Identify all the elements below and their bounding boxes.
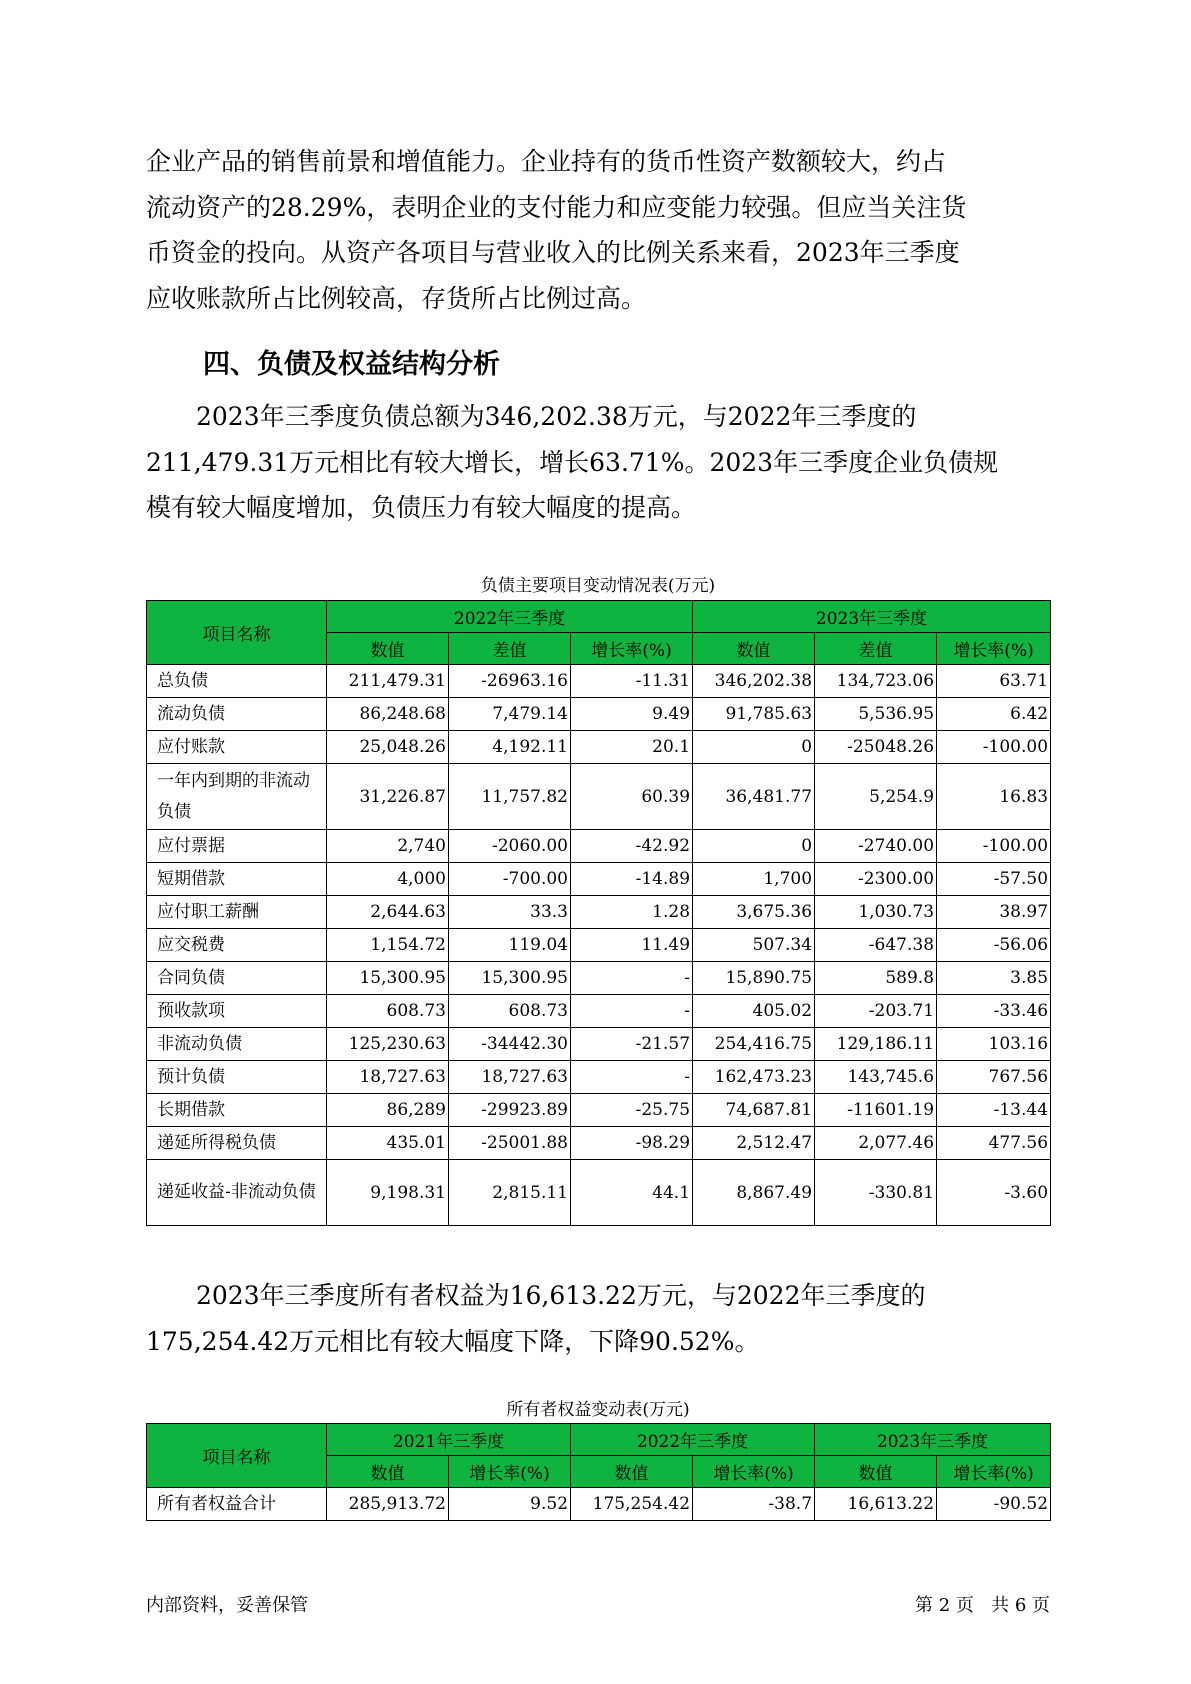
liability-paragraph — [146, 394, 1046, 531]
table-cell: 91,785.63 — [693, 698, 815, 731]
liability-line: 2023年三季度负债总额为346,202.38万元，与2022年三季度的 — [196, 402, 917, 431]
intro-line: 应收账款所占比例较高，存货所占比例过高。 — [146, 283, 647, 313]
table-cell: -100.00 — [937, 731, 1051, 764]
equity-line: 175,254.42万元相比有较大幅度下降，下降90.52%。 — [146, 1326, 760, 1356]
row-label: 所有者权益合计 — [147, 1488, 327, 1521]
row-label: 递延所得税负债 — [147, 1127, 327, 1160]
sub-header-value: 数值 — [571, 1456, 693, 1488]
table-cell: - — [571, 962, 693, 995]
table-cell: 125,230.63 — [327, 1028, 449, 1061]
column-header-item: 项目名称 — [147, 601, 327, 665]
table-cell: 211,479.31 — [327, 665, 449, 698]
table-row — [147, 1028, 1051, 1061]
sub-header-growth: 增长率(%) — [571, 633, 693, 665]
table-cell: 143,745.6 — [815, 1061, 937, 1094]
table-cell: 129,186.11 — [815, 1028, 937, 1061]
table-cell: 11.49 — [571, 929, 693, 962]
intro-paragraph — [146, 139, 1046, 321]
table-cell: -29923.89 — [449, 1094, 571, 1127]
table-cell: 0 — [693, 731, 815, 764]
equity-paragraph — [146, 1273, 1046, 1364]
row-label: 应付账款 — [147, 731, 327, 764]
intro-line: 流动资产的28.29%，表明企业的支付能力和应变能力较强。但应当关注货 — [146, 192, 967, 222]
table-cell: 507.34 — [693, 929, 815, 962]
table-cell: 3.85 — [937, 962, 1051, 995]
liability-line: 211,479.31万元相比有较大增长，增长63.71%。2023年三季度企业负债规 — [146, 447, 999, 477]
table-cell: 103.16 — [937, 1028, 1051, 1061]
table-cell: 5,254.9 — [815, 764, 937, 830]
sub-header-value: 数值 — [815, 1456, 937, 1488]
table-cell: 3,675.36 — [693, 896, 815, 929]
table-row — [147, 1127, 1051, 1160]
period-header: 2022年三季度 — [571, 1424, 815, 1456]
table-cell: 285,913.72 — [327, 1488, 449, 1521]
table-cell: 16,613.22 — [815, 1488, 937, 1521]
table-cell: - — [571, 995, 693, 1028]
row-label: 总负债 — [147, 665, 327, 698]
table-cell: 608.73 — [327, 995, 449, 1028]
table-cell: 44.1 — [571, 1160, 693, 1226]
table-cell: -26963.16 — [449, 665, 571, 698]
table-row — [147, 764, 1051, 830]
table-cell: 20.1 — [571, 731, 693, 764]
intro-line: 币资金的投向。从资产各项目与营业收入的比例关系来看，2023年三季度 — [146, 238, 960, 267]
equity-table-caption: 所有者权益变动表(万元) — [506, 1400, 690, 1420]
table-row — [147, 1488, 1051, 1521]
sub-header-growth: 增长率(%) — [449, 1456, 571, 1488]
sub-header-value: 数值 — [327, 1456, 449, 1488]
table-cell: 15,890.75 — [693, 962, 815, 995]
row-label: 流动负债 — [147, 698, 327, 731]
table-cell: 119.04 — [449, 929, 571, 962]
table-cell: -25001.88 — [449, 1127, 571, 1160]
table-cell: 38.97 — [937, 896, 1051, 929]
table-cell: 18,727.63 — [327, 1061, 449, 1094]
table-cell: 15,300.95 — [327, 962, 449, 995]
table-cell: 86,248.68 — [327, 698, 449, 731]
table-cell: -38.7 — [693, 1488, 815, 1521]
row-label: 预计负债 — [147, 1061, 327, 1094]
equity-table-body — [147, 1488, 1051, 1521]
sub-header-value: 数值 — [327, 633, 449, 665]
table-cell: -3.60 — [937, 1160, 1051, 1226]
table-cell: 1,700 — [693, 863, 815, 896]
sub-header-diff: 差值 — [815, 633, 937, 665]
sub-header-diff: 差值 — [449, 633, 571, 665]
row-label: 一年内到期的非流动负债 — [147, 764, 327, 830]
table-cell: -2740.00 — [815, 830, 937, 863]
table-cell: 63.71 — [937, 665, 1051, 698]
table-cell: 25,048.26 — [327, 731, 449, 764]
table-cell: -25048.26 — [815, 731, 937, 764]
row-label: 合同负债 — [147, 962, 327, 995]
table-cell: 1,030.73 — [815, 896, 937, 929]
table-row — [147, 896, 1051, 929]
table-cell: -203.71 — [815, 995, 937, 1028]
table-cell: 4,192.11 — [449, 731, 571, 764]
liability-table-caption: 负债主要项目变动情况表(万元) — [480, 576, 716, 596]
table-cell: 7,479.14 — [449, 698, 571, 731]
table-cell: 2,815.11 — [449, 1160, 571, 1226]
period-header: 2023年三季度 — [693, 601, 1051, 633]
table-cell: -98.29 — [571, 1127, 693, 1160]
table-cell: -34442.30 — [449, 1028, 571, 1061]
period-header: 2022年三季度 — [327, 601, 693, 633]
table-cell: 6.42 — [937, 698, 1051, 731]
table-cell: 74,687.81 — [693, 1094, 815, 1127]
table-cell: -11601.19 — [815, 1094, 937, 1127]
table-row — [147, 929, 1051, 962]
liability-line: 模有较大幅度增加，负债压力有较大幅度的提高。 — [146, 493, 697, 522]
footer-page-number: 第 2 页 共 6 页 — [915, 1595, 1050, 1616]
table-cell: 435.01 — [327, 1127, 449, 1160]
table-cell: -2060.00 — [449, 830, 571, 863]
row-label: 非流动负债 — [147, 1028, 327, 1061]
row-label: 递延收益-非流动负债 — [147, 1160, 327, 1226]
table-row — [147, 1160, 1051, 1226]
sub-header-growth: 增长率(%) — [693, 1456, 815, 1488]
table-cell: 86,289 — [327, 1094, 449, 1127]
table-cell: -56.06 — [937, 929, 1051, 962]
sub-header-value: 数值 — [693, 633, 815, 665]
table-cell: -2300.00 — [815, 863, 937, 896]
table-cell: -57.50 — [937, 863, 1051, 896]
sub-header-growth: 增长率(%) — [937, 633, 1051, 665]
table-cell: 405.02 — [693, 995, 815, 1028]
table-cell: 4,000 — [327, 863, 449, 896]
row-label: 应付职工薪酬 — [147, 896, 327, 929]
table-cell: 9,198.31 — [327, 1160, 449, 1226]
table-cell: -33.46 — [937, 995, 1051, 1028]
table-row — [147, 962, 1051, 995]
column-header-item: 项目名称 — [147, 1424, 327, 1488]
row-label: 应付票据 — [147, 830, 327, 863]
period-header: 2023年三季度 — [815, 1424, 1051, 1456]
table-cell: -11.31 — [571, 665, 693, 698]
table-cell: -700.00 — [449, 863, 571, 896]
table-cell: 36,481.77 — [693, 764, 815, 830]
table-row — [147, 863, 1051, 896]
table-row — [147, 1061, 1051, 1094]
table-cell: -13.44 — [937, 1094, 1051, 1127]
table-cell: 608.73 — [449, 995, 571, 1028]
table-cell: -21.57 — [571, 1028, 693, 1061]
table-cell: -14.89 — [571, 863, 693, 896]
table-cell: 2,077.46 — [815, 1127, 937, 1160]
liability-table — [146, 600, 1051, 1226]
table-row — [147, 1094, 1051, 1127]
table-cell: 2,740 — [327, 830, 449, 863]
footer-left: 内部资料，妥善保管 — [146, 1595, 308, 1616]
table-cell: 18,727.63 — [449, 1061, 571, 1094]
table-cell: 31,226.87 — [327, 764, 449, 830]
intro-line: 企业产品的销售前景和增值能力。企业持有的货币性资产数额较大，约占 — [146, 147, 947, 176]
table-cell: 162,473.23 — [693, 1061, 815, 1094]
table-row — [147, 731, 1051, 764]
table-cell: 11,757.82 — [449, 764, 571, 830]
table-cell: 16.83 — [937, 764, 1051, 830]
table-cell: -90.52 — [937, 1488, 1051, 1521]
table-cell: 1.28 — [571, 896, 693, 929]
table-cell: 8,867.49 — [693, 1160, 815, 1226]
table-row — [147, 830, 1051, 863]
table-cell: -42.92 — [571, 830, 693, 863]
table-cell: 477.56 — [937, 1127, 1051, 1160]
sub-header-growth: 增长率(%) — [937, 1456, 1051, 1488]
section-heading: 四、负债及权益结构分析 — [203, 349, 500, 380]
row-label: 短期借款 — [147, 863, 327, 896]
table-cell: 9.52 — [449, 1488, 571, 1521]
table-cell: -647.38 — [815, 929, 937, 962]
table-cell: 589.8 — [815, 962, 937, 995]
table-cell: 0 — [693, 830, 815, 863]
table-cell: 5,536.95 — [815, 698, 937, 731]
table-cell: -25.75 — [571, 1094, 693, 1127]
table-row — [147, 665, 1051, 698]
row-label: 应交税费 — [147, 929, 327, 962]
table-cell: 346,202.38 — [693, 665, 815, 698]
row-label: 预收款项 — [147, 995, 327, 1028]
equity-line: 2023年三季度所有者权益为16,613.22万元，与2022年三季度的 — [196, 1281, 926, 1310]
table-cell: 15,300.95 — [449, 962, 571, 995]
table-cell: -100.00 — [937, 830, 1051, 863]
period-header: 2021年三季度 — [327, 1424, 571, 1456]
table-cell: 9.49 — [571, 698, 693, 731]
table-cell: 134,723.06 — [815, 665, 937, 698]
table-cell: -330.81 — [815, 1160, 937, 1226]
table-cell: 175,254.42 — [571, 1488, 693, 1521]
table-row — [147, 698, 1051, 731]
equity-table — [146, 1423, 1051, 1521]
table-cell: 2,644.63 — [327, 896, 449, 929]
table-row — [147, 995, 1051, 1028]
liability-table-body — [147, 665, 1051, 1226]
table-cell: - — [571, 1061, 693, 1094]
table-cell: 33.3 — [449, 896, 571, 929]
table-cell: 254,416.75 — [693, 1028, 815, 1061]
table-cell: 60.39 — [571, 764, 693, 830]
table-cell: 1,154.72 — [327, 929, 449, 962]
table-cell: 2,512.47 — [693, 1127, 815, 1160]
row-label: 长期借款 — [147, 1094, 327, 1127]
table-cell: 767.56 — [937, 1061, 1051, 1094]
